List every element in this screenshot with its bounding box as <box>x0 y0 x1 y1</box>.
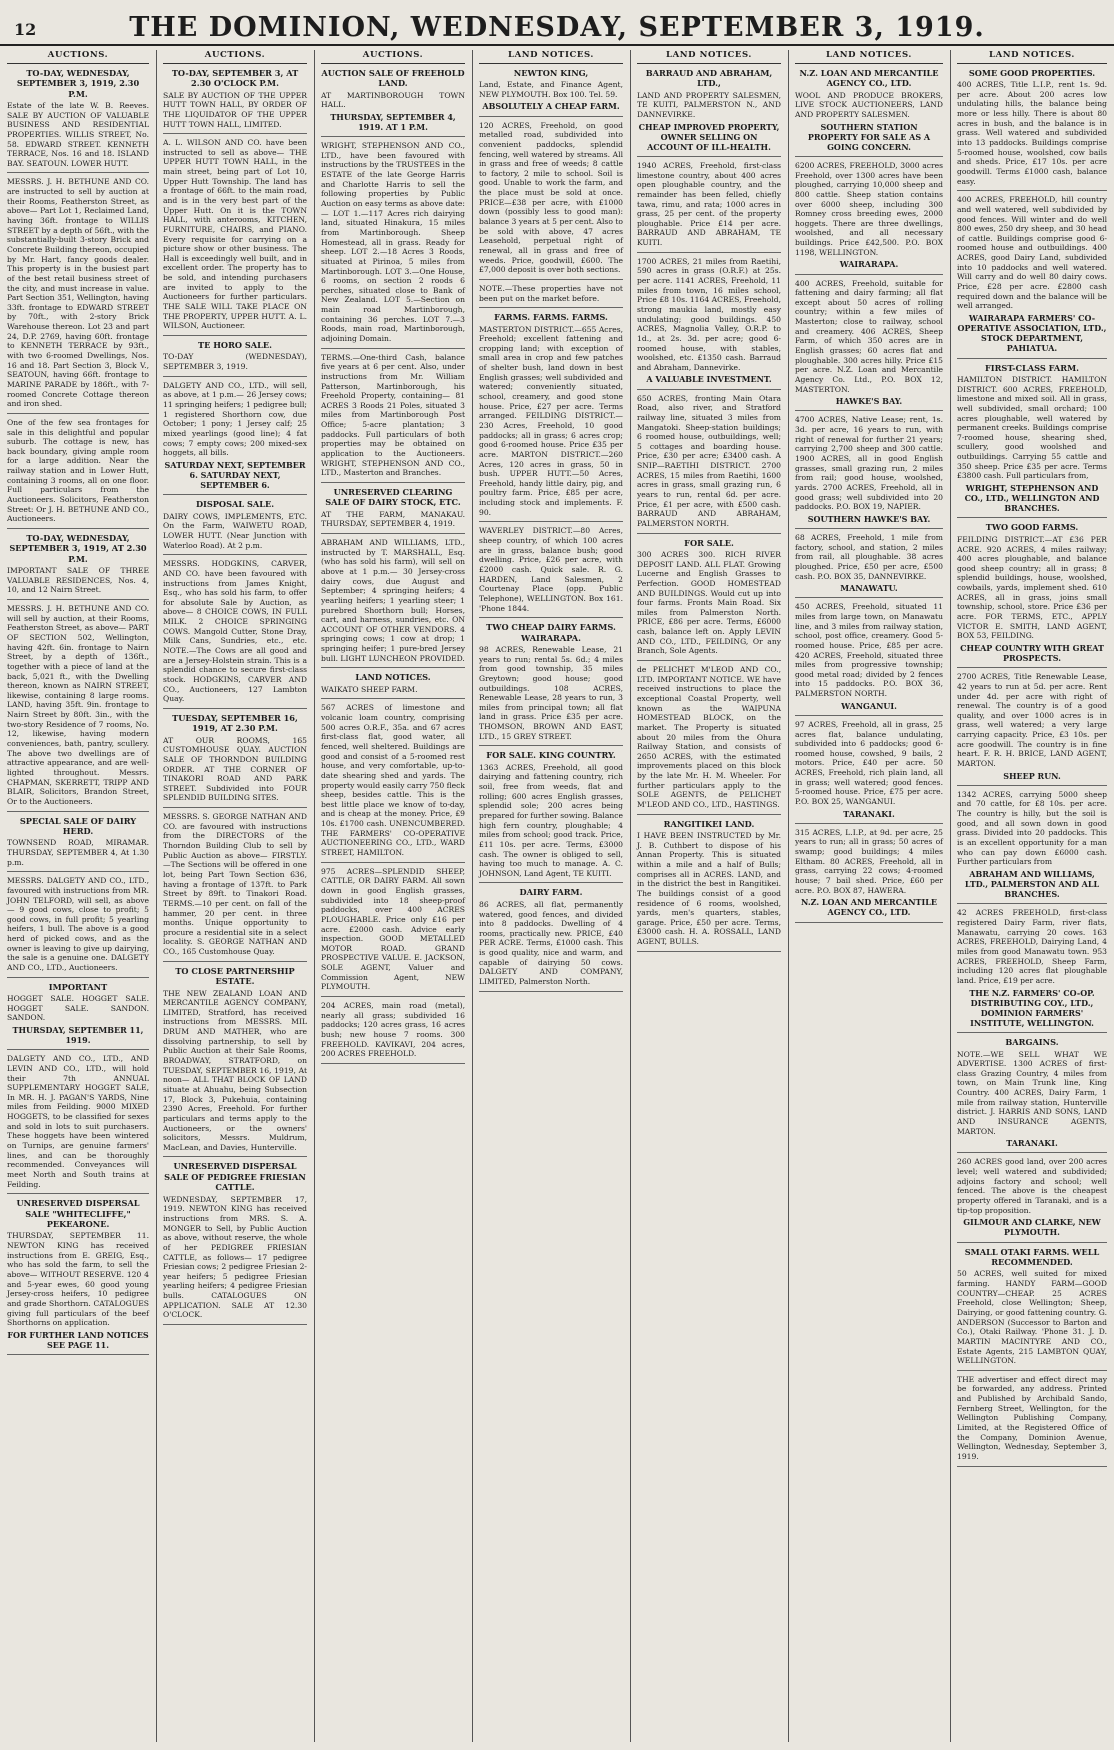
advertisement <box>479 750 623 878</box>
ad-divider <box>163 961 307 962</box>
ad-divider <box>163 376 307 377</box>
ad-divider <box>7 172 149 173</box>
advertisement <box>795 68 943 152</box>
advertisement <box>637 538 781 656</box>
ad-footer-line: THURSDAY, SEPTEMBER 11, 1919. <box>12 1024 144 1046</box>
ad-divider <box>163 1156 307 1157</box>
advertisement <box>957 68 1107 186</box>
ad-heading: FOR SALE. <box>684 537 734 548</box>
ad-body-text: IMPORTANT SALE OF THREE VALUABLE RESIDENCES, Nos. 4, 10, and 12 Nairn Street. <box>7 566 149 595</box>
ad-body-text: MESSRS. HODGKINS, CARVER, AND CO. have been favoured with instructions from James Knight, Esq., who has sold his farm, to offer for absolute Sale by Auction, as above— 8 CHOICE COWS, IN FULL MILK. 2 CHOICE SPRINGING COWS. Mangold Cutter, Stone Dray, Milk Cans, Sundries, etc., etc. NOTE.—The Cows are all good and are a Jersey-Holstein strain. This is a splendid chance to secure first-class stock. HODGKINS, CARVER AND CO., Auctioneers, 127 Lambton Quay. <box>163 559 307 704</box>
advertisement <box>7 533 149 595</box>
advertisement <box>957 1247 1107 1366</box>
ad-heading: TWO CHEAP DAIRY FARMS. WAIRARAPA. <box>486 622 616 643</box>
ad-body-text: DAIRY COWS, IMPLEMENTS, ETC. On the Farm, WAIWETU ROAD, LOWER HUTT. (Near Junction with Waterloo Road). At 2 p.m. <box>163 511 307 550</box>
advertisement <box>479 312 623 517</box>
column-rule <box>788 50 789 1742</box>
advertisement <box>321 1001 465 1059</box>
ad-heading: TWO GOOD FARMS. <box>985 522 1079 533</box>
advertisement <box>795 602 943 711</box>
advertisement <box>163 68 307 129</box>
column-heading: AUCTIONS. <box>321 50 465 64</box>
ad-divider <box>479 617 623 618</box>
ad-body-text: Land, Estate, and Finance Agent, NEW PLYMOUTH. Box 100. Tel. 59. <box>479 80 623 99</box>
advertisement <box>7 816 149 868</box>
advertisement <box>795 161 943 270</box>
ad-body-text: NOTE.—These properties have not been put on the market before. <box>479 283 623 303</box>
ad-heading: UNRESERVED CLEARING SALE OF DAIRY STOCK, ETC. <box>325 486 461 508</box>
ad-divider <box>163 494 307 495</box>
ad-divider <box>7 871 149 872</box>
column-heading: LAND NOTICES. <box>637 50 781 64</box>
column-ads <box>637 68 781 952</box>
ad-body-text: WRIGHT, STEPHENSON AND CO., LTD., have been favoured with instructions by the TRUSTEES in the ESTATE of the late George Harris and Charlotte Harris to sell the following properties by Public Auction on easy terms as above date:— LOT 1.—117 Acres rich dairying land, situated Hinakura, 15 miles from Martinborough. Sheep Homestead, all in grass. Ready for sheep. LOT 2.—18 Acres 3 Roods, situated at Pirinoa, 5 miles from Martinborough. LOT 3.—One House, 6 rooms, on section 2 roods 6 perches, situated close to Bank of New Zealand. LOT 5.—Section on main road Martinborough, containing 36 perches. LOT 7.—3 Roods, main road, Martinborough, adjoining Domain. <box>321 141 465 343</box>
advertisement <box>479 526 623 613</box>
advertisement <box>163 966 307 1153</box>
advertisement <box>637 819 781 947</box>
ad-body-text: WAVERLEY DISTRICT.—80 Acres, sheep country, of which 100 acres are in grass, balance bush; good dwelling. Price, £26 per acre, with £2000 cash. Quick sale. R. G. HARDEN, Land Salesmen, 2 Courtenay Place (opp. Public Telephone), WELLINGTON. Box 161. 'Phone 1844. <box>479 526 623 613</box>
ad-body-text: AT MARTINBOROUGH TOWN HALL. <box>321 90 465 110</box>
ad-divider <box>321 348 465 349</box>
ad-footer-line: SOUTHERN STATION PROPERTY FOR SALE AS A GOING CONCERN. <box>807 121 931 152</box>
ad-divider <box>957 1370 1107 1371</box>
advertisement <box>163 499 307 550</box>
ad-heading: IMPORTANT <box>48 981 108 992</box>
ad-heading: TUESDAY, SEPTEMBER 16, 1919, AT 2.30 P.M. <box>172 712 298 734</box>
ad-footer-line: WANGANUI. <box>841 700 897 711</box>
ad-divider <box>795 597 943 598</box>
advertisement <box>479 887 623 986</box>
ad-divider <box>321 533 465 534</box>
ad-heading: TO-DAY, SEPTEMBER 3, AT 2.30 O'CLOCK P.M. <box>171 67 299 89</box>
ad-body-text: 400 ACRES, FREEHOLD, hill country and well watered, well subdivided by good fences. Will winter and do well 800 ewes, 250 dry sheep, and 30 head of cattle. Buildings comprise good 6-roomed house and outbuildings. 400 ACRES, good Dairy Land, subdivided into 10 paddocks and well watered. Will carry and do well 80 dairy cows. Price, £28 per acre. £2800 cash required down and the balance will be well arranged. <box>957 195 1107 311</box>
ad-body-text: 315 ACRES, L.I.P., at 9d. per acre, 25 years to run; all in grass; 50 acres of swamp; good buildings; 4 miles Eltham. 80 ACRES, Freehold, all in grass, carrying 22 cows; 4-roomed house; 7 bail shed. Price, £60 per acre. P.O. BOX 87, HAWERA. <box>795 827 943 895</box>
ad-divider <box>957 903 1107 904</box>
advertisement <box>479 284 623 303</box>
ad-divider <box>479 521 623 522</box>
ad-heading: DAIRY FARM. <box>519 887 583 898</box>
advertisement <box>637 394 781 529</box>
column-ads <box>163 68 307 1325</box>
advertisement <box>321 353 465 478</box>
advertisement <box>321 672 465 694</box>
column-rule <box>950 50 951 1742</box>
ad-heading: SPECIAL SALE OF DAIRY HERD. <box>19 815 137 836</box>
ad-divider <box>637 389 781 390</box>
ad-divider <box>795 528 943 529</box>
ad-divider <box>7 811 149 812</box>
ad-body-text: 42 ACRES FREEHOLD, first-class registered Dairy Farm, river flats, Manawatu, carrying 20 cows. 163 ACRES, FREEHOLD, Dairying Land, 4 miles from good Manawatu town. 953 ACRES, FREEHOLD, Sheep Farm, including 120 acres flat ploughable land. Price, £19 per acre. <box>957 908 1107 985</box>
column-2 <box>158 50 312 1742</box>
ad-divider <box>957 1466 1107 1467</box>
advertisement <box>163 340 307 372</box>
column-3 <box>316 50 470 1742</box>
ad-body-text: 4700 ACRES, Native Lease; rent, 1s. 3d. per acre, 16 years to run, with right of renewal for further 21 years; carrying 2,700 sheep and 300 cattle. 1900 ACRES, all in good English grasses, small grazing run, 2 miles from rail; good house, woolshed, yards. 2700 ACRES, Freehold, all in good grass; well subdivided into 20 paddocks. P.O. BOX 19, NAPIER. <box>795 415 943 512</box>
advertisement <box>321 538 465 663</box>
ad-footer-line: SOUTHERN HAWKE'S BAY. <box>807 513 931 524</box>
ad-divider <box>479 279 623 280</box>
ad-divider <box>7 413 149 414</box>
ad-heading: SOME GOOD PROPERTIES. <box>968 67 1096 78</box>
ad-divider <box>321 862 465 863</box>
ad-divider <box>637 252 781 253</box>
advertisement <box>957 1037 1107 1148</box>
ad-body-text: WAIKATO SHEEP FARM. <box>321 684 418 694</box>
ad-body-text: Estate of the late W. B. Reeves. SALE BY AUCTION OF VALUABLE BUSINESS AND RESIDENTIAL PROPERTIES. WILLIS STREET, No. 58. EDWARD STREET. KENNETH TERRACE, Nos. 16 and 18. ISLAND BAY. SEATOUN. LOWER HUTT. <box>7 101 149 168</box>
ad-body-text: AT OUR ROOMS, 165 CUSTOMHOUSE QUAY. AUCTION SALE OF THORNDON BUILDING ORDER. AT THE CORNER OF TINAKORI ROAD AND PARK STREET. Subdivided into FOUR SPLENDID BUILDING SITES. <box>163 735 307 803</box>
ad-body-text: One of the few sea frontages for sale in this delightful and popular suburb. The cottage is new, has back boundary, giving ample room for a large addition. Near the railway station and in Lower Hutt, containing 3 rooms, all on one floor. Full particulars from the Auctioneers. Solicitors, Featherston Street: Or J. H. BETHUNE AND CO., Auctioneers. <box>7 417 149 524</box>
column-rule <box>314 50 315 1742</box>
ad-body-text: A. L. WILSON AND CO. have been instructed to sell as above— THE UPPER HUTT TOWN HALL, in the main street, being part of Lot 10, Upper Hutt Township. The land has a frontage of 66ft. to the main road, and is in the very best part of the Upper Hutt. On it is the TOWN HALL, with anterooms, KITCHEN, FURNITURE, CHAIRS, and PIANO. Every requisite for carrying on a picture show or other business. The Hall is exceedingly well built, and in excellent order. The property has to be sold, and intending purchasers are invited to apply to the Auctioneers for further particulars. THE SALE WILL TAKE PLACE ON THE PROPERTY, UPPER HUTT. A. L. WILSON, Auctioneer. <box>163 138 307 331</box>
ad-body-text: 1940 ACRES, Freehold, first-class limestone country, about 400 acres open ploughable country, and the remainder has been felled, chiefly tawa, rimu, and rata; 1000 acres in grass, 25 per cent. of the property ploughable. Price £14 per acre. BARRAUD AND ABRAHAM, TE KUITI. <box>637 160 781 248</box>
ad-body-text: TO-DAY (WEDNESDAY), SEPTEMBER 3, 1919. <box>163 352 307 372</box>
advertisement <box>479 121 623 275</box>
ad-footer-line: CHEAP COUNTRY WITH GREAT PROSPECTS. <box>960 642 1104 664</box>
ad-body-text: NOTE.—WE SELL WHAT WE ADVERTISE. 1300 ACRES of first-class Grazing Country, 4 miles from town, on Main Trunk line, King Country. 400 ACRES, Dairy Farm, 1 mile from railway station, Hunterville district. J. HARRIS AND SONS, LAND AND INSURANCE AGENTS, MARTON. <box>957 1049 1107 1136</box>
ad-divider <box>321 698 465 699</box>
ad-footer-line: HAWKE'S BAY. <box>835 396 903 407</box>
ad-heading: TO-DAY, WEDNESDAY, SEPTEMBER 3, 1919, 2.30 P.M. <box>16 67 140 99</box>
ad-heading: BARRAUD AND ABRAHAM, LTD., <box>645 67 773 89</box>
ad-heading: RANGITIKEI LAND. <box>663 818 755 829</box>
ad-heading: UNRESERVED DISPERSAL SALE OF PEDIGREE FRIESIAN CATTLE. <box>164 1161 306 1193</box>
ad-divider <box>163 554 307 555</box>
ad-body-text: FEILDING DISTRICT.—AT £36 PER ACRE. 920 ACRES, 4 miles railway; 400 acres ploughable, and balance good sheep country; all in grass; 8 splendid buildings, house, woolshed, cowbails, yards, implement shed. 610 ACRES, all in grass, joins small township, school, store. Price £36 per acre. FOR TERMS, ETC., APPLY VICTOR E. SMITH, LAND AGENT, BOX 53, FEILDING. <box>957 534 1107 641</box>
ad-heading: BARGAINS. <box>1005 1037 1059 1048</box>
ad-divider <box>795 922 943 923</box>
ad-divider <box>637 814 781 815</box>
ad-divider <box>7 1354 149 1355</box>
advertisement <box>7 68 149 169</box>
ad-divider <box>795 410 943 411</box>
column-ads <box>795 68 943 923</box>
ad-heading: N.Z. LOAN AND MERCANTILE AGENCY CO., LTD. <box>799 67 939 89</box>
advertisement <box>163 138 307 331</box>
advertisement <box>795 828 943 918</box>
ad-body-text: SALE BY AUCTION OF THE UPPER HUTT TOWN HALL, BY ORDER OF THE LIQUIDATOR OF THE UPPER HUTT TOWN HALL, LIMITED. <box>163 90 307 129</box>
ad-body-text: 1342 ACRES, carrying 5000 sheep and 70 cattle, for £8 10s. per acre. The country is hilly, but the soil is good, and all sown down in good grass. Divided into 20 paddocks. This is an excellent opportunity for a man who can pay down £6000 cash. Further particulars from <box>957 789 1107 867</box>
ad-divider <box>795 156 943 157</box>
ad-body-text: 86 ACRES, all flat, permanently watered, good fences, and divided into 8 paddocks. Dwelling of 4 rooms, practically new. PRICE, £40 PER ACRE. Terms, £1000 cash. This is good quality, nice and warm, and capable of dairying 50 cows. DALGETY AND COMPANY, LIMITED, Palmerston North. <box>479 899 623 986</box>
ad-footer-line: WRIGHT, STEPHENSON AND CO., LTD., WELLINGTON AND BRANCHES. <box>964 483 1100 514</box>
column-ads <box>7 68 149 1355</box>
ad-body-text: 204 ACRES, main road (metal), nearly all grass; subdivided 16 paddocks; 120 acres grass, 16 acres bush; new house 7 rooms. 300 FREEHOLD. KAVIKAVI, 204 acres, 200 ACRES FREEHOLD. <box>321 1001 465 1059</box>
advertisement <box>321 487 465 529</box>
ad-heading: LAND NOTICES. <box>355 672 431 683</box>
column-1 <box>2 50 154 1742</box>
ad-body-text: 567 ACRES of limestone and volcanic loam country, comprising 500 acres O.R.F., 35a. and 67 acres first-class flat, good water, all fenced, well sheltered. Buildings are good and consist of a 5-roomed rest house, and very comfortable, up-to-date shearing shed and yards. The property would easily carry 750 fleck sheep, besides cattle. This is the best little place we know of to-day, and is cheap at the money. Price, £9 10s. £1700 cash. UNENCUMBERED. THE FARMERS' CO-OPERATIVE AUCTIONEERING CO., LTD., WARD STREET, HAMILTON. <box>321 703 466 858</box>
column-5 <box>632 50 786 1742</box>
ad-body-text: ABRAHAM AND WILLIAMS, LTD., instructed by T. MARSHALL, Esq. (who has sold his farm), will sell on above at 1 p.m.— 30 Jersey-cross dairy cows, due August and September; 4 springing heifers; 4 yearling heifers; 1 yearling steer; 1 purebred Shorthorn bull; Horses, cart, and harness, sundries, etc. ON ACCOUNT OF OTHER VENDORS. 4 springing cows; 1 cow at drop; 1 springing heifer; 1 pure-bred Jersey bull. LIGHT LUNCHEON PROVIDED. <box>321 538 465 663</box>
ad-body-text: 400 ACRES, Title L.I.P., rent 1s. 9d. per acre. About 200 acres low undulating hills, the balance being more or less hilly. There is about 80 acres in bush, and the balance is in grass. Well watered and subdivided into 13 paddocks. Buildings comprise 5-roomed house, woolshed, cow bails and sheds. Price, £17 10s. per acre goodwill. Terms £1000 cash, balance easy. <box>957 80 1107 186</box>
ad-heading: TO-DAY, WEDNESDAY, SEPTEMBER 3, 1919, AT 2.30 P.M. <box>9 532 147 564</box>
ad-divider <box>795 823 943 824</box>
masthead <box>0 0 1114 46</box>
ad-divider <box>321 1063 465 1064</box>
ad-divider <box>7 599 149 600</box>
ad-divider <box>957 1152 1107 1153</box>
ad-heading: SMALL OTAKI FARMS. WELL RECOMMENDED. <box>964 1246 1100 1268</box>
ad-divider <box>479 307 623 308</box>
ad-divider <box>7 528 149 529</box>
ad-footer-line: CHEAP IMPROVED PROPERTY, OWNER SELLING ON ACCOUNT OF ILL-HEALTH. <box>638 121 780 152</box>
ad-footer-line: SHEEP RUN. <box>1003 770 1061 781</box>
advertisement <box>321 867 465 992</box>
column-7 <box>952 50 1112 1742</box>
ad-divider <box>957 1242 1107 1243</box>
ad-body-text: 650 ACRES, fronting Main Otara Road, also river, and Stratford railway line, situated 3 miles from Mangatoki. Sheep-station buildings; 6 roomed house, outbuildings, well; 5 cottages and boarding house. Price, £30 per acre; £3400 cash. A SNIP—RAETIHI DISTRICT. 2700 ACRES, 15 miles from Raetihi, 1600 acres in grass, small grazing run, 6 years to run, rental 6d. per acre. Price, £1 per acre, with £500 cash. BARRAUD AND ABRAHAM, PALMERSTON NORTH. <box>637 393 781 528</box>
ad-footer-line: SATURDAY NEXT, SEPTEMBER 6. SATURDAY NEXT, SEPTEMBER 6. <box>164 459 306 491</box>
ad-heading: DISPOSAL SALE. <box>195 499 275 510</box>
ad-body-text: 68 ACRES, Freehold, 1 mile from factory, school, and station, 2 miles from rail, all ploughable. 38 acres ploughed. Price, £50 per acre, £500 cash. P.O. BOX 35, DANNEVIRKE. <box>795 532 943 581</box>
newspaper-title: THE DOMINION, WEDNESDAY, SEPTEMBER 3, 1919. <box>129 12 985 43</box>
advertisement <box>957 363 1107 514</box>
advertisement <box>637 161 781 248</box>
column-rule <box>156 50 157 1742</box>
ad-body-text: 97 ACRES, Freehold, all in grass, 25 acres flat, balance undulating, subdivided into 6 paddocks; good 6-roomed house, cowshed, 9 bails, 2 motors. Price, £40 per acre. 50 ACRES, Freehold, rich plain land, all in grass; well watered; good fences. 5-roomed house. Price, £75 per acre. P.O. BOX 25, WANGANUI. <box>795 719 943 806</box>
ad-body-text: 300 ACRES 300. RICH RIVER DEPOSIT LAND. ALL FLAT. Growing Lucerne and English Grasses to Perfection. GOOD HOMESTEAD AND BUILDINGS. Would cut up into four farms. Fronts Main Road. Six miles from Palmerston North. PRICE, £86 per acre. Terms, £6000 cash, balance left on. Apply LEVIN AND CO., LTD., FEILDING, Or any Branch, Sole Agents. <box>637 549 781 656</box>
ad-divider <box>637 951 781 952</box>
ad-footer-line: TARANAKI. <box>1006 1138 1058 1149</box>
ad-footer-line: THE N.Z. FARMERS' CO-OP. DISTRIBUTING COY., LTD., DOMINION FARMERS' INSTITUTE, WELLINGTON. <box>969 987 1095 1028</box>
ad-body-text: MESSRS. J. H. BETHUNE AND CO. will sell by auction, at their Rooms, Featherston Street, as above— PART OF SECTION 502, Wellington, having 42ft. 6in. frontage to Nairn Street, by a depth of 136ft., together with a piece of land at the back, 5,021 ft., with the Dwelling thereon, known as NAIRN STREET, likewise, containing 8 large rooms. LAND, having 35ft. 9in. frontage to Nairn Street by 80ft. 3in., with the two-story Residence of 7 rooms, No. 12, likewise, having modern conveniences, bath, pantry, scullery. The above two dwellings are of attractive appearance, and are well-lighted throughout. Messrs. CHAPMAN, SKERRETT, TRIPP AND BLAIR, Solicitors, Brandon Street, Or to the Auctioneers. <box>7 604 149 806</box>
column-heading: AUCTIONS. <box>163 50 307 64</box>
ad-body-text: I HAVE BEEN INSTRUCTED by Mr. J. B. Cuthbert to dispose of his Annan Property. This is situated within a mile and a half of Bulls; comprises all in ACRES. LAND, and in the district the best in Rangitikei. The buildings consist of a good residence of 6 rooms, woolshed, yards, men's quarters, stables, garage. Price, £50 per acre. Terms, £3000 cash. H. A. ROSSALL, LAND AGENT, BULLS. <box>637 831 781 947</box>
advertisement <box>163 1161 307 1320</box>
ad-body-text: TOWNSEND ROAD, MIRAMAR. THURSDAY, SEPTEMBER 4, At 1.30 p.m. <box>7 838 149 867</box>
advertisement <box>321 141 465 343</box>
advertisement <box>957 790 1107 900</box>
ad-body-text: WOOL AND PRODUCE BROKERS, LIVE STOCK AUCTIONEERS, LAND AND PROPERTY SALESMEN. <box>795 90 943 119</box>
ad-divider <box>479 745 623 746</box>
ad-body-text: 6200 ACRES, FREEHOLD, 3000 acres Freehold, over 1300 acres have been ploughed, carrying 10,000 sheep and 800 cattle. Sheep station contains over 6000 sheep, including 300 Romney cross breeding ewes, 2000 hoggets. There are three dwellings, woolshed, and all necessary buildings. Price £42,500. P.O. BOX 1198, WELLINGTON. <box>795 160 943 257</box>
advertisement <box>163 812 307 957</box>
ad-body-text: THE advertiser and effect direct may be forwarded, any address. Printed and Published by Archibald Sando, Fernberg Street, Wellington, for the Wellington Publishing Company, Limited, at the Registered Office of the Company, Dominion Avenue, Wellington, Wednesday, September 3, 1919. <box>957 1374 1107 1461</box>
ad-footer-line: A VALUABLE INVESTMENT. <box>646 374 772 385</box>
ad-divider <box>163 133 307 134</box>
ad-body-text: 400 ACRES, Freehold, suitable for fattening and dairy farming; all flat except about 50 acres of rolling country; within a few miles of Masterton; close to railway, school and creamery. 406 ACRES, Sheep Farm, of which 350 acres are in English grasses; 60 acres flat and ploughable. 300 acres hilly. Price £15 per acre. N.Z. Loan and Mercantile Agency Co. Ltd., P.O. BOX 12, MASTERTON. <box>795 278 943 394</box>
advertisement <box>957 908 1107 1028</box>
ad-body-text: AT THE FARM, MANAKAU. THURSDAY, SEPTEMBER 4, 1919. <box>321 509 465 529</box>
advertisement <box>637 68 781 152</box>
ad-footer-line: FOR FURTHER LAND NOTICES SEE PAGE 11. <box>7 1329 149 1351</box>
page-number: 12 <box>14 20 37 39</box>
ad-body-text: MESSRS. S. GEORGE NATHAN AND CO. are favoured with instructions from the DIRECTORS of the Thorndon Building Club to sell by Public Auction as above— FIRSTLY.—The Sections will be offered in one lot, being Part Town Section 636, having a frontage of 137ft. to Park Street by 89ft. to Tinakori Road. TERMS.—10 per cent. on fall of the hammer, 20 per cent. in three months. Unique opportunity to procure a residential site in a select locality. S. GEORGE NATHAN AND CO., 165 Customhouse Quay. <box>163 812 307 957</box>
ad-divider <box>957 1032 1107 1033</box>
column-ads <box>957 68 1107 1467</box>
ad-body-text: 1700 ACRES, 21 miles from Raetihi, 590 acres in grass (O.R.F.) at 25s. per acre. 1141 ACRES, Freehold, 11 miles from town, 16 miles school, Price £8 10s. 1164 ACRES, Freehold, strong maukia land, mostly easy undulating; good buildings. 450 ACRES, Magnolia Valley, O.R.P. to 1d., at 2s. 3d. per acre; good 6-roomed house, with stables, woolshed, etc. £1350 cash. Barraud and Abraham, Dannevirke. <box>637 256 781 372</box>
ad-divider <box>479 116 623 117</box>
ad-body-text: 450 ACRES, Freehold, situated 11 miles from large town, on Manawatu line, and 3 miles from railway station, school, post office, creamery. Good 5-roomed house. Price, £85 per acre. 420 ACRES, Freehold, situated three miles from progressive township; good metal road; divided by 2 fences into 15 paddocks. P.O. BOX 36, PALMERSTON NORTH. <box>795 602 943 699</box>
ad-heading: FOR SALE. KING COUNTRY. <box>486 750 616 761</box>
advertisement <box>957 672 1107 781</box>
ad-divider <box>479 882 623 883</box>
ad-divider <box>957 358 1107 359</box>
column-6 <box>790 50 948 1742</box>
column-4 <box>474 50 628 1742</box>
advertisement <box>163 713 307 803</box>
ad-body-text: 260 ACRES good land, over 200 acres level; well watered and subdivided; adjoins factory and school; well fenced. The above is the cheapest property offered in Taranaki, and is a tip-top proposition. <box>957 1157 1107 1215</box>
ad-divider <box>7 977 149 978</box>
ad-footer-line: WAIRARAPA. <box>839 259 899 270</box>
advertisement <box>957 195 1107 353</box>
advertisement <box>795 533 943 593</box>
ad-heading: TO CLOSE PARTNERSHIP ESTATE. <box>175 965 295 987</box>
ad-heading: AUCTION SALE OF FREEHOLD LAND. <box>321 67 465 89</box>
ad-divider <box>479 991 623 992</box>
ad-divider <box>163 708 307 709</box>
ad-body-text: THE NEW ZEALAND LOAN AND MERCANTILE AGENCY COMPANY, LIMITED, Stratford, has received instructions from MESSRS. MIL DRUM AND MATHER, who are dissolving partnership, to sell by Public Auction at their Sale Rooms, BROADWAY, STRATFORD, on TUESDAY, SEPTEMBER 16, 1919, At noon— ALL THAT BLOCK OF LAND situate at Ahuahu, being Subsection 17, Block 3, Pukehuia, containing 2390 Acres, Freehold. For further particulars and terms apply to the Auctioneers, or the owners' solicitors, Messrs. Muldrum, MacLean, and Davies, Hunterville. <box>163 988 307 1152</box>
advertisement <box>637 665 781 810</box>
ad-divider <box>163 335 307 336</box>
advertisement <box>795 720 943 819</box>
ad-divider <box>957 190 1107 191</box>
column-ads <box>479 68 623 992</box>
ad-heading: NEWTON KING, <box>513 67 589 78</box>
column-rule <box>472 50 473 1742</box>
ad-divider <box>163 807 307 808</box>
ad-footer-line: THURSDAY, SEPTEMBER 4, 1919. AT 1 P.M. <box>330 111 456 133</box>
ad-body-text: DALGETY AND CO., LTD., will sell, as above, at 1 p.m.— 26 Jersey cows; 11 springing heifers; 1 pedigree bull; 1 registered Shorthorn cow, due October; 1 pony; 1 Jersey calf; 25 mixed yearlings (good line); 4 fat cows; 7 empty cows; 200 mixed-sex hoggets, all bills. <box>163 380 307 458</box>
ad-body-text: 120 ACRES, Freehold, on good metalled road, subdivided into convenient paddocks, splendid fencing, well watered by streams. All in grass and free of weeds; 8 cattle to factory, 2 mile to school. Soil is good. Unable to work the farm, and the place must be sold at once. PRICE—£38 per acre, with £1000 down (possibly less to good man): balance 3 years at 5 per cent. Also to be sold with above, 47 acres Leasehold, perpetual right of renewal, all in grass and free of weeds. Price, goodwill, £600. The £7,000 deposit is over both sections. <box>479 120 623 275</box>
ad-body-text: 98 ACRES, Renewable Lease, 21 years to run; rental 5s. 6d.; 4 miles from good township, 35 miles Greytown; good house; good outbuildings. 108 ACRES, Renewable Lease, 28 years to run, 3 miles from principal town; all flat land in grass. Price £35 per acre. THOMSON, BROWN AND EAST, LTD., 15 GREY STREET. <box>479 644 623 741</box>
advertisement <box>957 1375 1107 1462</box>
ad-heading: UNRESERVED DISPERSAL SALE "WHITECLIFFE," PEKEARONE. <box>16 1198 140 1230</box>
advertisement <box>7 982 149 1046</box>
ad-divider <box>321 482 465 483</box>
ad-heading: FIRST-CLASS FARM. <box>984 362 1080 373</box>
ad-divider <box>795 274 943 275</box>
ad-divider <box>163 1324 307 1325</box>
ad-body-text: WEDNESDAY, SEPTEMBER 17, 1919. NEWTON KING has received instructions from MRS. S. A. MONGER to Sell, by Public Auction as above, without reserve, the whole of her PEDIGREE FRIESIAN CATTLE, as follows— 17 pedigree Friesian cows; 2 pedigree Friesian 2-year heifers; 5 pedigree Friesian yearling heifers; 4 pedigree Friesian bulls. CATALOGUES ON APPLICATION. SALE AT 12.30 O'CLOCK. <box>163 1194 307 1320</box>
ad-body-text: 2700 ACRES, Title Renewable Lease, 42 years to run at 5d. per acre. Rent under 4d. per acre with right of renewal. The country is of a good quality, and over 1000 acres is in grass, well watered; a very large carrying capacity. Price, £3 10s. per acre goodwill. The country is in fine heart. F. R. H. BRICE, LAND AGENT, MARTON. <box>957 672 1107 768</box>
ad-footer-line: ABRAHAM AND WILLIAMS, LTD., PALMERSTON AND ALL BRANCHES. <box>964 868 1100 900</box>
advertisement <box>321 68 465 132</box>
ad-divider <box>321 667 465 668</box>
ad-body-text: HAMILTON DISTRICT. HAMILTON DISTRICT. 600 ACRES, FREEHOLD, limestone and mixed soil. All in grass, well subdivided, small orchard; 100 acres ploughable, well watered by permanent creeks. Buildings comprise 7-roomed house, shearing shed, scullery, good woolshed and outbuildings. Carrying 55 cattle and 350 sheep. Price £35 per acre. Terms £3800 cash. Full particulars from, <box>957 374 1107 481</box>
column-heading: LAND NOTICES. <box>957 50 1107 64</box>
ad-body-text: TERMS.—One-third Cash, balance five years at 6 per cent. Also, under instructions from Mr. William Patterson, Martinborough, his Freehold Property, containing— 81 ACRES 3 Roods 21 Poles, situated 3 miles from Martinborough Post Office; 5-acre plantation; 3 paddocks. Full particulars of both properties may be obtained on application to the Auctioneers. WRIGHT, STEPHENSON AND CO., LTD., Masterton and Branches. <box>321 352 465 478</box>
ad-body-text: de PELICHET M'LEOD AND CO., LTD. IMPORTANT NOTICE. WE have received instructions to place the exceptional Coastal Property, well known as the WAIPUNA HOMESTEAD BLOCK, on the market. The Property is situated about 20 miles from the Ohura Railway Station, and consists of 2650 ACRES, with the estimated improvements placed on this block by the late Mr. H. M. Wheeler. For further particulars apply to the SOLE AGENTS, de PELICHET M'LEOD AND CO., LTD., HASTINGS. <box>637 665 781 809</box>
advertisement <box>479 622 623 741</box>
ad-body-text: 975 ACRES—SPLENDID SHEEP, CATTLE, OR DAIRY FARM. All sown down in good English grasses, subdivided into 18 sheep-proof paddocks, over 400 ACRES PLOUGHABLE. Price only £16 per acre. £2000 cash. Advice early inspection. GOOD METALLED MOTOR ROAD. GRAND PROSPECTIVE VALUE. E. JACKSON, SOLE AGENT, Valuer and Commission Agent, NEW PLYMOUTH. <box>321 866 465 992</box>
ad-divider <box>957 517 1107 518</box>
advertisement <box>7 604 149 806</box>
advertisement <box>7 1054 149 1189</box>
advertisement <box>163 559 307 704</box>
ad-body-text: MASTERTON DISTRICT.—655 Acres, Freehold; excellent fattening and cropping land; with exception of small area in crop and few patches of shelter bush, land down in best English grasses; well subdivided and watered; conveniently situated, school, creamery, and good stone house. Price, £27 per acre. Terms arranged. FEILDING DISTRICT.—230 Acres, Freehold, 10 good paddocks; all in grass; 6 acres crop; good 6-roomed house. Price £35 per acre. MARTON DISTRICT.—260 Acres, 120 acres in grass, 50 in bush. UPPER HUTT.—50 Acres, Freehold, handy little dairy, pig, and poultry farm. Price, £85 per acre, including stock and implements. F. 90. <box>479 324 623 517</box>
advertisement <box>637 257 781 385</box>
advertisement <box>957 522 1107 663</box>
ad-body-text: THURSDAY, SEPTEMBER 11. NEWTON KING has received instructions from E. GREIG, Esq., who has sold the farm, to sell the above— WITHOUT RESERVE. 120 4 and 5-year ewes, 60 good young Jersey-cross heifers, 10 pedigree and grade Shorthorn. CATALOGUES giving full particulars of the beef Shorthorns on application. <box>7 1231 149 1328</box>
advertisement <box>7 418 149 524</box>
ad-divider <box>957 667 1107 668</box>
ad-body-text: HOGGET SALE. HOGGET SALE. HOGGET SALE. SANDON. SANDON. <box>7 994 149 1023</box>
ad-body-text: MESSRS. J. H. BETHUNE AND CO. are instructed to sell by auction at their Rooms, Featherston Street, as above— Part Lot 1, Reclaimed Land, having 36ft. frontage to WILLIS STREET by a depth of 56ft., with the substantially-built 3-story Brick and Concrete Building thereon, occupied by Mr. Hart, fancy goods dealer. This property is in the busiest part of the best retail business street of the city, and must increase in value. Part Section 351, Wellington, having 33ft. frontage to EDWARD STREET by 70ft., with 2-story Brick Warehouse thereon. Lot 23 and part 24, D.P. 2769, having 60ft. frontage to KENNETH TERRACE by 93ft., with two 6-roomed Dwellings, Nos. 16 and 18. Part Section 3, Block V., SEATOUN, having 66ft. frontage to MARINE PARADE by 186ft., with 7-roomed Concrete Cottage thereon and iron shed. <box>7 177 149 409</box>
ad-body-text: MESSRS. DALGETY AND CO., LTD., favoured with instructions from MR. JOHN TELFORD, will sell, as above— 9 good cows, close to profit; 5 good cows, in full profit; 5 yearling heifers, 1 bull. The above is a good herd of picked cows, and as the owner is leaving to give up dairying, the sale is a genuine one. DALGETY AND CO., LTD., Auctioneers. <box>7 876 149 972</box>
advertisement <box>7 1198 149 1350</box>
ad-divider <box>637 660 781 661</box>
advertisement <box>321 703 465 857</box>
ad-divider <box>795 715 943 716</box>
ad-footer-line: GILMOUR AND CLARKE, NEW PLYMOUTH. <box>963 1217 1101 1238</box>
ad-divider <box>7 1049 149 1050</box>
ad-footer-line: TARANAKI. <box>843 808 895 819</box>
ad-body-text: 50 ACRES, well suited for mixed farming. HANDY FARM—GOOD COUNTRY—CHEAP. 25 ACRES Freehold, close Wellington; Sheep, Dairying, or good fattening country. G. ANDERSON (Successor to Barton and Co.), Otaki Railway. 'Phone 31. J. D. MARTIN MACINTYRE AND CO., Estate Agents, 215 LAMBTON QUAY, WELLINGTON. <box>957 1269 1107 1366</box>
advertisement <box>163 381 307 491</box>
ad-heading: FARMS. FARMS. FARMS. <box>494 312 608 323</box>
ad-footer-line: N.Z. LOAN AND MERCANTILE AGENCY CO., LTD. <box>801 897 937 918</box>
ad-body-text: 1363 ACRES, Freehold, all good dairying and fattening country, rich soil, free from weeds, flat and rolling; 600 acres English grasses, splendid sole; 200 acres being prepared for further sowing. Balance high fern country, ploughable; 4 miles from school; good track. Price, £11 10s. per acre. Terms, £3000 cash. The owner is obliged to sell, having too much to manage. A. C. JOHNSON, Land Agent, TE KUITI. <box>479 762 623 878</box>
ad-divider <box>637 533 781 534</box>
column-rule <box>630 50 631 1742</box>
ad-divider <box>637 156 781 157</box>
ad-footer-line: WAIRARAPA FARMERS' CO-OPERATIVE ASSOCIATION, LTD., STOCK DEPARTMENT, PAHIATUA. <box>957 312 1107 354</box>
ad-divider <box>321 996 465 997</box>
advertisement <box>795 415 943 524</box>
advertisement <box>795 279 943 407</box>
ad-heading: TE HORO SALE. <box>198 339 272 350</box>
ad-body-text: LAND AND PROPERTY SALESMEN, TE KUITI, PALMERSTON N., AND DANNEVIRKE. <box>637 90 781 119</box>
advertisement <box>7 876 149 972</box>
ad-footer-line: ABSOLUTELY A CHEAP FARM. <box>482 101 620 112</box>
ad-body-text: DALGETY AND CO., LTD., AND LEVIN AND CO., LTD., will hold their 7th ANNUAL SUPPLEMENTARY HOGGET SALE, In MR. H. J. PAGAN'S YARDS, Nine miles from Feilding. 9000 MIXED HOGGETS, to be classified for sexes and sold in lots to suit purchasers. These hoggets have been wintered on Turnips, are genuine farmers' lines, and can be thoroughly recommended. Conveyances will meet North and South trains at Feilding. <box>7 1054 149 1189</box>
advertisement <box>957 1157 1107 1237</box>
advertisement <box>7 177 149 408</box>
ad-divider <box>7 1193 149 1194</box>
column-heading: LAND NOTICES. <box>795 50 943 64</box>
column-heading: LAND NOTICES. <box>479 50 623 64</box>
ad-divider <box>957 785 1107 786</box>
column-heading: AUCTIONS. <box>7 50 149 64</box>
ad-footer-line: MANAWATU. <box>840 583 898 594</box>
ad-divider <box>321 136 465 137</box>
column-ads <box>321 68 465 1064</box>
advertisement <box>479 68 623 112</box>
